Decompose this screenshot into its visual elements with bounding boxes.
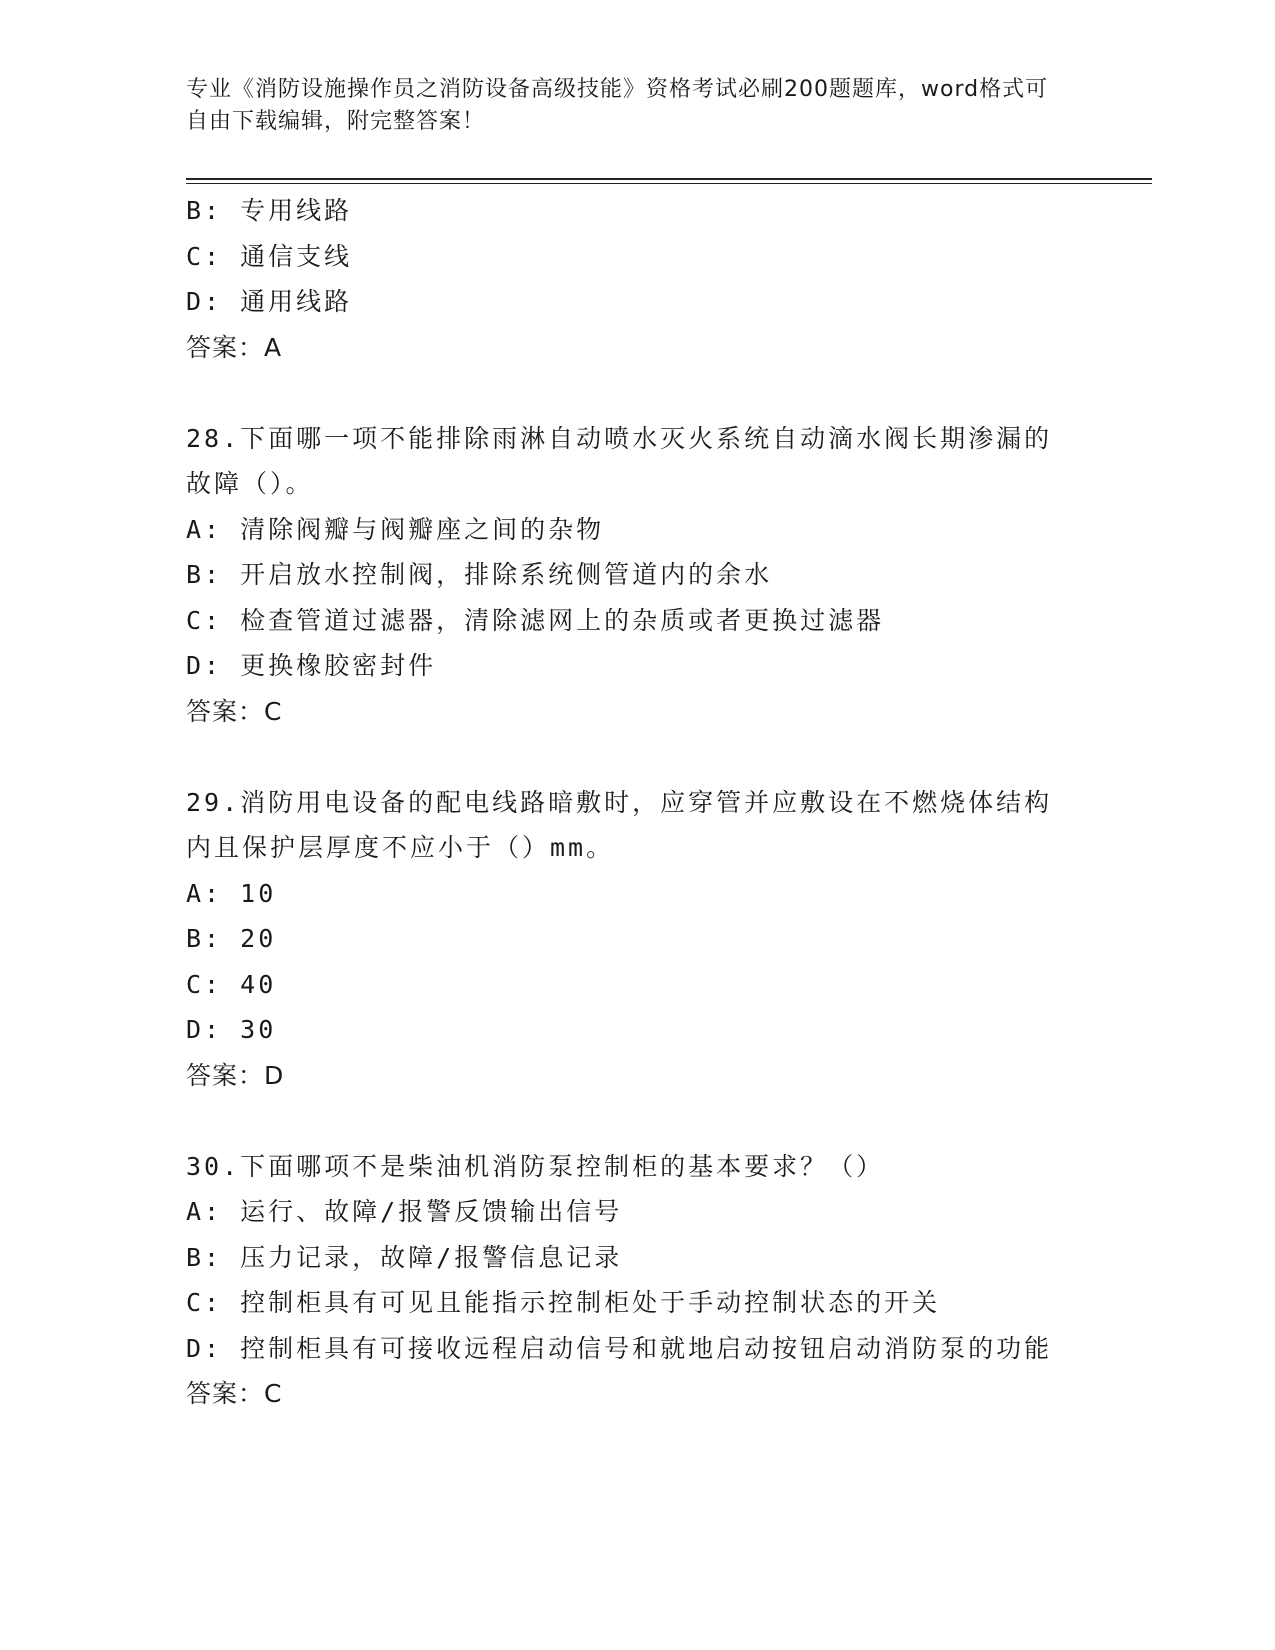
answer-line: 答案：C xyxy=(186,1379,283,1408)
option-c: C: 40 xyxy=(186,969,277,999)
option-b: B: 专用线路 xyxy=(186,196,353,225)
prev-question-block xyxy=(186,188,1086,370)
option-b: B: 压力记录，故障/报警信息记录 xyxy=(186,1242,623,1272)
document-header xyxy=(186,74,1066,138)
header-rule-thin xyxy=(186,183,1152,184)
option-c: C: 控制柜具有可见且能指示控制柜处于手动控制状态的开关 xyxy=(186,1288,941,1317)
question-30-block xyxy=(186,1144,1086,1417)
option-c: C: 检查管道过滤器，清除滤网上的杂质或者更换过滤器 xyxy=(186,605,885,635)
question-text-line-2: 内且保护层厚度不应小于（）mm。 xyxy=(186,833,615,862)
option-d: D: 30 xyxy=(186,1015,277,1044)
question-28-block xyxy=(186,416,1086,735)
option-a: A: 清除阀瓣与阀瓣座之间的杂物 xyxy=(186,514,605,544)
answer-line: 答案：D xyxy=(186,1060,285,1090)
spacer xyxy=(186,370,1086,416)
spacer xyxy=(186,734,1086,780)
question-29-block xyxy=(186,780,1086,1099)
option-b: B: 20 xyxy=(186,924,277,953)
option-a: A: 运行、故障/报警反馈输出信号 xyxy=(186,1197,623,1226)
question-text-line-1: 30.下面哪项不是柴油机消防泵控制柜的基本要求？（） xyxy=(186,1151,885,1181)
option-d: D: 通用线路 xyxy=(186,287,353,316)
option-d: D: 控制柜具有可接收远程启动信号和就地启动按钮启动消防泵的功能 xyxy=(186,1333,1053,1363)
question-text-line-1: 28.下面哪一项不能排除雨淋自动喷水灭火系统自动滴水阀长期渗漏的 xyxy=(186,423,1053,453)
header-rule-thick xyxy=(186,178,1152,180)
answer-line: 答案：A xyxy=(186,332,283,362)
spacer xyxy=(186,1098,1086,1144)
document-body xyxy=(186,188,1086,1417)
option-b: B: 开启放水控制阀，排除系统侧管道内的余水 xyxy=(186,560,773,589)
option-c: C: 通信支线 xyxy=(186,241,353,271)
answer-line: 答案：C xyxy=(186,696,283,726)
option-d: D: 更换橡胶密封件 xyxy=(186,651,437,680)
header-text: 专业《消防设施操作员之消防设备高级技能》资格考试必刷200题题库，word格式可自由下载编辑，附完整答案！ xyxy=(186,77,1049,134)
option-a: A: 10 xyxy=(186,878,277,908)
question-text-line-2: 故障（）。 xyxy=(186,469,314,498)
question-text-line-1: 29.消防用电设备的配电线路暗敷时，应穿管并应敷设在不燃烧体结构 xyxy=(186,787,1053,817)
